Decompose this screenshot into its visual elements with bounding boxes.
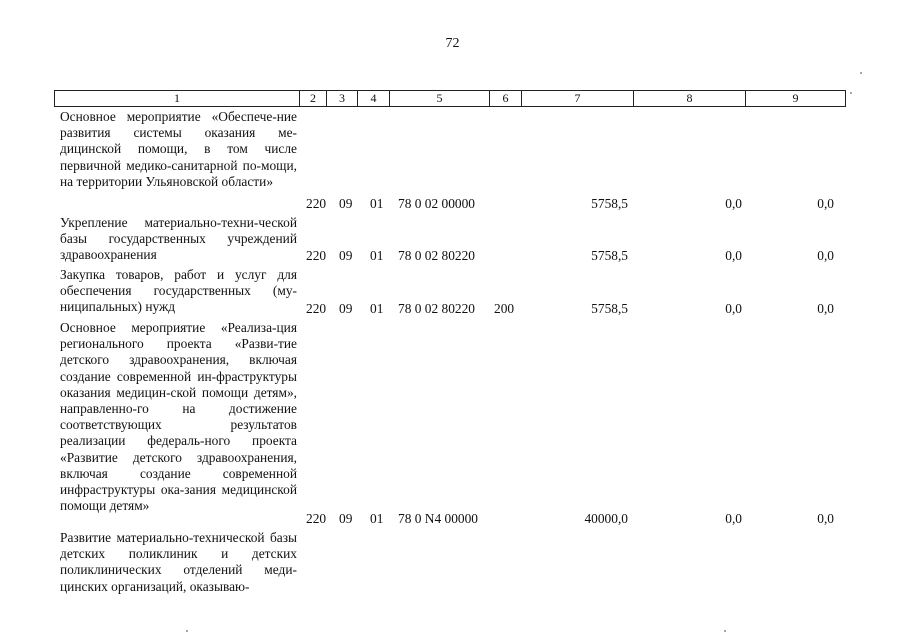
row-cell-col-3: 09 (339, 511, 353, 526)
row-cell-col-8: 0,0 (725, 248, 742, 263)
scan-speck (724, 630, 726, 632)
header-col-2: 2 (300, 91, 327, 106)
row-cell-col-8: 0,0 (725, 196, 742, 211)
header-col-6: 6 (490, 91, 522, 106)
row-cell-col-4: 01 (370, 248, 384, 263)
row-cell-col-8: 0,0 (725, 301, 742, 316)
row-cell-col-9: 0,0 (817, 248, 834, 263)
scan-speck (186, 630, 188, 632)
header-col-9: 9 (792, 91, 799, 105)
row-cell-col-7: 5758,5 (591, 248, 628, 263)
header-col-4: 4 (358, 91, 390, 106)
row-cell-col-3: 09 (339, 248, 353, 263)
header-col-8: 8 (634, 91, 746, 106)
row-description: Закупка товаров, работ и услуг для обеспечения государственных (му-ниципальных) нужд (60, 267, 297, 315)
row-cell-col-6: 200 (494, 301, 515, 316)
row-cell-col-5: 78 0 02 80220 (398, 301, 475, 316)
header-col-5: 5 (390, 91, 490, 106)
row-description: Основное мероприятие «Обеспече-ние развития системы оказания ме-дицинской помощи, в том числе первичной медико-санитарной по-мощи, на территории Ульяновской области» (60, 109, 297, 189)
row-cell-col-9: 0,0 (817, 301, 834, 316)
row-cell-col-8: 0,0 (725, 511, 742, 526)
table-header-row (54, 90, 846, 107)
page-number: 72 (445, 36, 460, 51)
header-col-7: 7 (522, 91, 634, 106)
scan-speck (860, 72, 862, 74)
row-cell-col-3: 09 (339, 196, 353, 211)
row-cell-col-2: 220 (306, 196, 327, 211)
row-description: Основное мероприятие «Реализа-ция регионального проекта «Разви-тие детского здравоохранения, включая создание современной ин-фраструктуры оказания медицин-ской помощи детям», направленно-го на достижение соответствующих результатов реализации федераль-ного проекта «Развитие детского здравоохранения, включая создание современной инфраструктуры ока-зания медицинской помощи детям» (60, 320, 297, 514)
row-cell-col-2: 220 (306, 248, 327, 263)
row-cell-col-5: 78 0 02 80220 (398, 248, 475, 263)
row-cell-col-3: 09 (339, 301, 353, 316)
row-description: Укрепление материально-техни-ческой базы государственных учреждений здравоохранения (60, 215, 297, 263)
row-cell-col-5: 78 0 N4 00000 (398, 511, 478, 526)
row-cell-col-9: 0,0 (817, 511, 834, 526)
header-col-1: 1 (55, 91, 300, 106)
row-cell-col-7: 5758,5 (591, 196, 628, 211)
row-cell-col-4: 01 (370, 301, 384, 316)
row-cell-col-7: 5758,5 (591, 301, 628, 316)
row-cell-col-5: 78 0 02 00000 (398, 196, 475, 211)
row-cell-col-2: 220 (306, 301, 327, 316)
row-cell-col-7: 40000,0 (584, 511, 628, 526)
row-cell-col-2: 220 (306, 511, 327, 526)
row-description: Развитие материально-технической базы детских поликлиник и детских поликлинических отделений меди-цинских организаций, оказываю- (60, 530, 297, 594)
row-cell-col-4: 01 (370, 196, 384, 211)
row-cell-col-4: 01 (370, 511, 384, 526)
row-cell-col-9: 0,0 (817, 196, 834, 211)
scan-speck (850, 92, 852, 94)
header-col-3: 3 (327, 91, 358, 106)
